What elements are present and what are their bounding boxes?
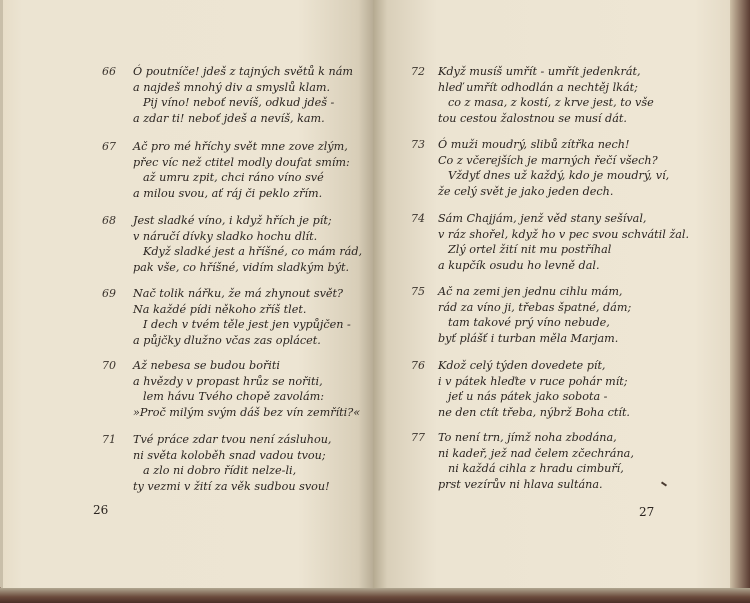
verse-line: byť plášť i turban měla Marjam. [438, 331, 619, 345]
verse-line: »Proč milým svým dáš bez vín zemříti?« [133, 405, 361, 419]
verse-line: prst vezírův ni hlava sultána. [438, 477, 603, 491]
verse-line: Ač pro mé hříchy svět mne zove zlým, [133, 140, 348, 153]
ink-mark [661, 481, 667, 486]
stanza-number: 71 [102, 433, 116, 446]
verse-line: Na každé pídi někoho zříš tlet. [133, 302, 307, 316]
verse-line: přec víc než ctitel modly doufat smím: [133, 155, 350, 169]
stanza-number: 75 [411, 285, 425, 298]
verse-line: ne den ctít třeba, nýbrž Boha ctít. [438, 405, 630, 419]
verse-line: Až nebesa se budou bořiti [133, 359, 280, 372]
verse-line: i v pátek hleďte v ruce pohár mít; [438, 374, 628, 388]
verse-line: rád za víno ji, třebas špatné, dám; [438, 300, 632, 314]
page-number-right: 27 [639, 505, 655, 519]
stanza-number: 68 [102, 214, 116, 227]
verse-line: Ó muži moudrý, slibů zítřka nech! [438, 138, 630, 151]
book-edge [730, 0, 750, 603]
verse-line: ni každá cihla z hradu cimbuří, [448, 462, 624, 475]
right-page [373, 0, 730, 588]
verse-line: tou cestou žalostnou se musí dát. [438, 111, 627, 125]
verse-line: Nač tolik nářku, že má zhynout svět? [133, 287, 344, 300]
left-page [0, 0, 373, 588]
stanza-number: 74 [411, 212, 425, 225]
verse-line: a zdar ti! neboť jdeš a nevíš, kam. [133, 111, 325, 125]
verse-line: Když musíš umřít - umřít jedenkrát, [438, 65, 641, 78]
verse-line: Když sladké jest a hříšné, co mám rád, [143, 245, 363, 258]
verse-line: jeť u nás pátek jako sobota - [448, 390, 608, 403]
verse-line: ni světa koloběh snad vadou tvou; [133, 448, 326, 462]
verse-line: Ó poutníče! jdeš z tajných světů k nám [133, 65, 353, 78]
book-bottom-edge [0, 588, 750, 603]
verse-line: Jest sladké víno, i když hřích je pít; [133, 214, 332, 227]
verse-line: a půjčky dlužno včas zas oplácet. [133, 333, 321, 347]
verse-line: I dech v tvém těle jest jen vypůjčen - [143, 318, 351, 331]
verse-line: co z masa, z kostí, z krve jest, to vše [448, 96, 654, 109]
page-number-left: 26 [93, 503, 109, 517]
verse-line: Pij víno! neboť nevíš, odkud jdeš - [143, 96, 335, 109]
verse-line: a najdeš mnohý div a smyslů klam. [133, 80, 331, 94]
verse-line: Kdož celý týden dovedete pít, [438, 359, 606, 372]
verse-line: To není trn, jímž noha zbodána, [438, 431, 617, 444]
verse-line: a zlo ni dobro řídit nelze-li, [143, 464, 297, 477]
verse-line: tam takové prý víno nebude, [448, 316, 610, 329]
stanza-number: 66 [102, 65, 116, 78]
stanza-number: 73 [411, 138, 425, 151]
verse-line: Sám Chajjám, jenž věd stany sešíval, [438, 212, 647, 225]
stanza-number: 69 [102, 287, 116, 300]
page-edge [0, 0, 3, 588]
stanza-number: 77 [411, 431, 425, 444]
verse-line: Co z včerejších je marných řečí všech? [438, 153, 658, 167]
verse-line: Vždyť dnes už každý, kdo je moudrý, ví, [448, 169, 670, 182]
verse-line: v náručí dívky sladko hochu dlít. [133, 229, 318, 243]
stanza-number: 76 [411, 359, 425, 372]
stanza-number: 67 [102, 140, 116, 153]
verse-line: až umru zpit, chci ráno víno své [143, 171, 324, 184]
verse-line: Zlý ortel žití nit mu postříhal [448, 243, 612, 256]
stanza-number: 70 [102, 359, 116, 372]
verse-line: pak vše, co hříšné, vidím sladkým být. [133, 260, 350, 274]
verse-line: ty vezmi v žití za věk sudbou svou! [133, 479, 330, 493]
verse-line: že celý svět je jako jeden dech. [438, 184, 614, 198]
verse-line: a kupčík osudu ho levně dal. [438, 258, 600, 272]
verse-line: Ač na zemi jen jednu cihlu mám, [438, 285, 623, 298]
verse-line: hleď umřít odhodlán a nechtěj lkát; [438, 80, 638, 94]
verse-line: a hvězdy v propast hrůz se nořiti, [133, 374, 323, 388]
verse-line: lem hávu Tvého chopě zavolám: [143, 390, 325, 403]
stanza-number: 72 [411, 65, 425, 78]
verse-line: v ráz shořel, když ho v pec svou schvátil žal. [438, 227, 690, 241]
verse-line: a milou svou, ať ráj či peklo zřím. [133, 186, 323, 200]
verse-line: ni kadeř, jež nad čelem zčechrána, [438, 446, 634, 460]
verse-line: Tvé práce zdar tvou není zásluhou, [133, 433, 332, 446]
